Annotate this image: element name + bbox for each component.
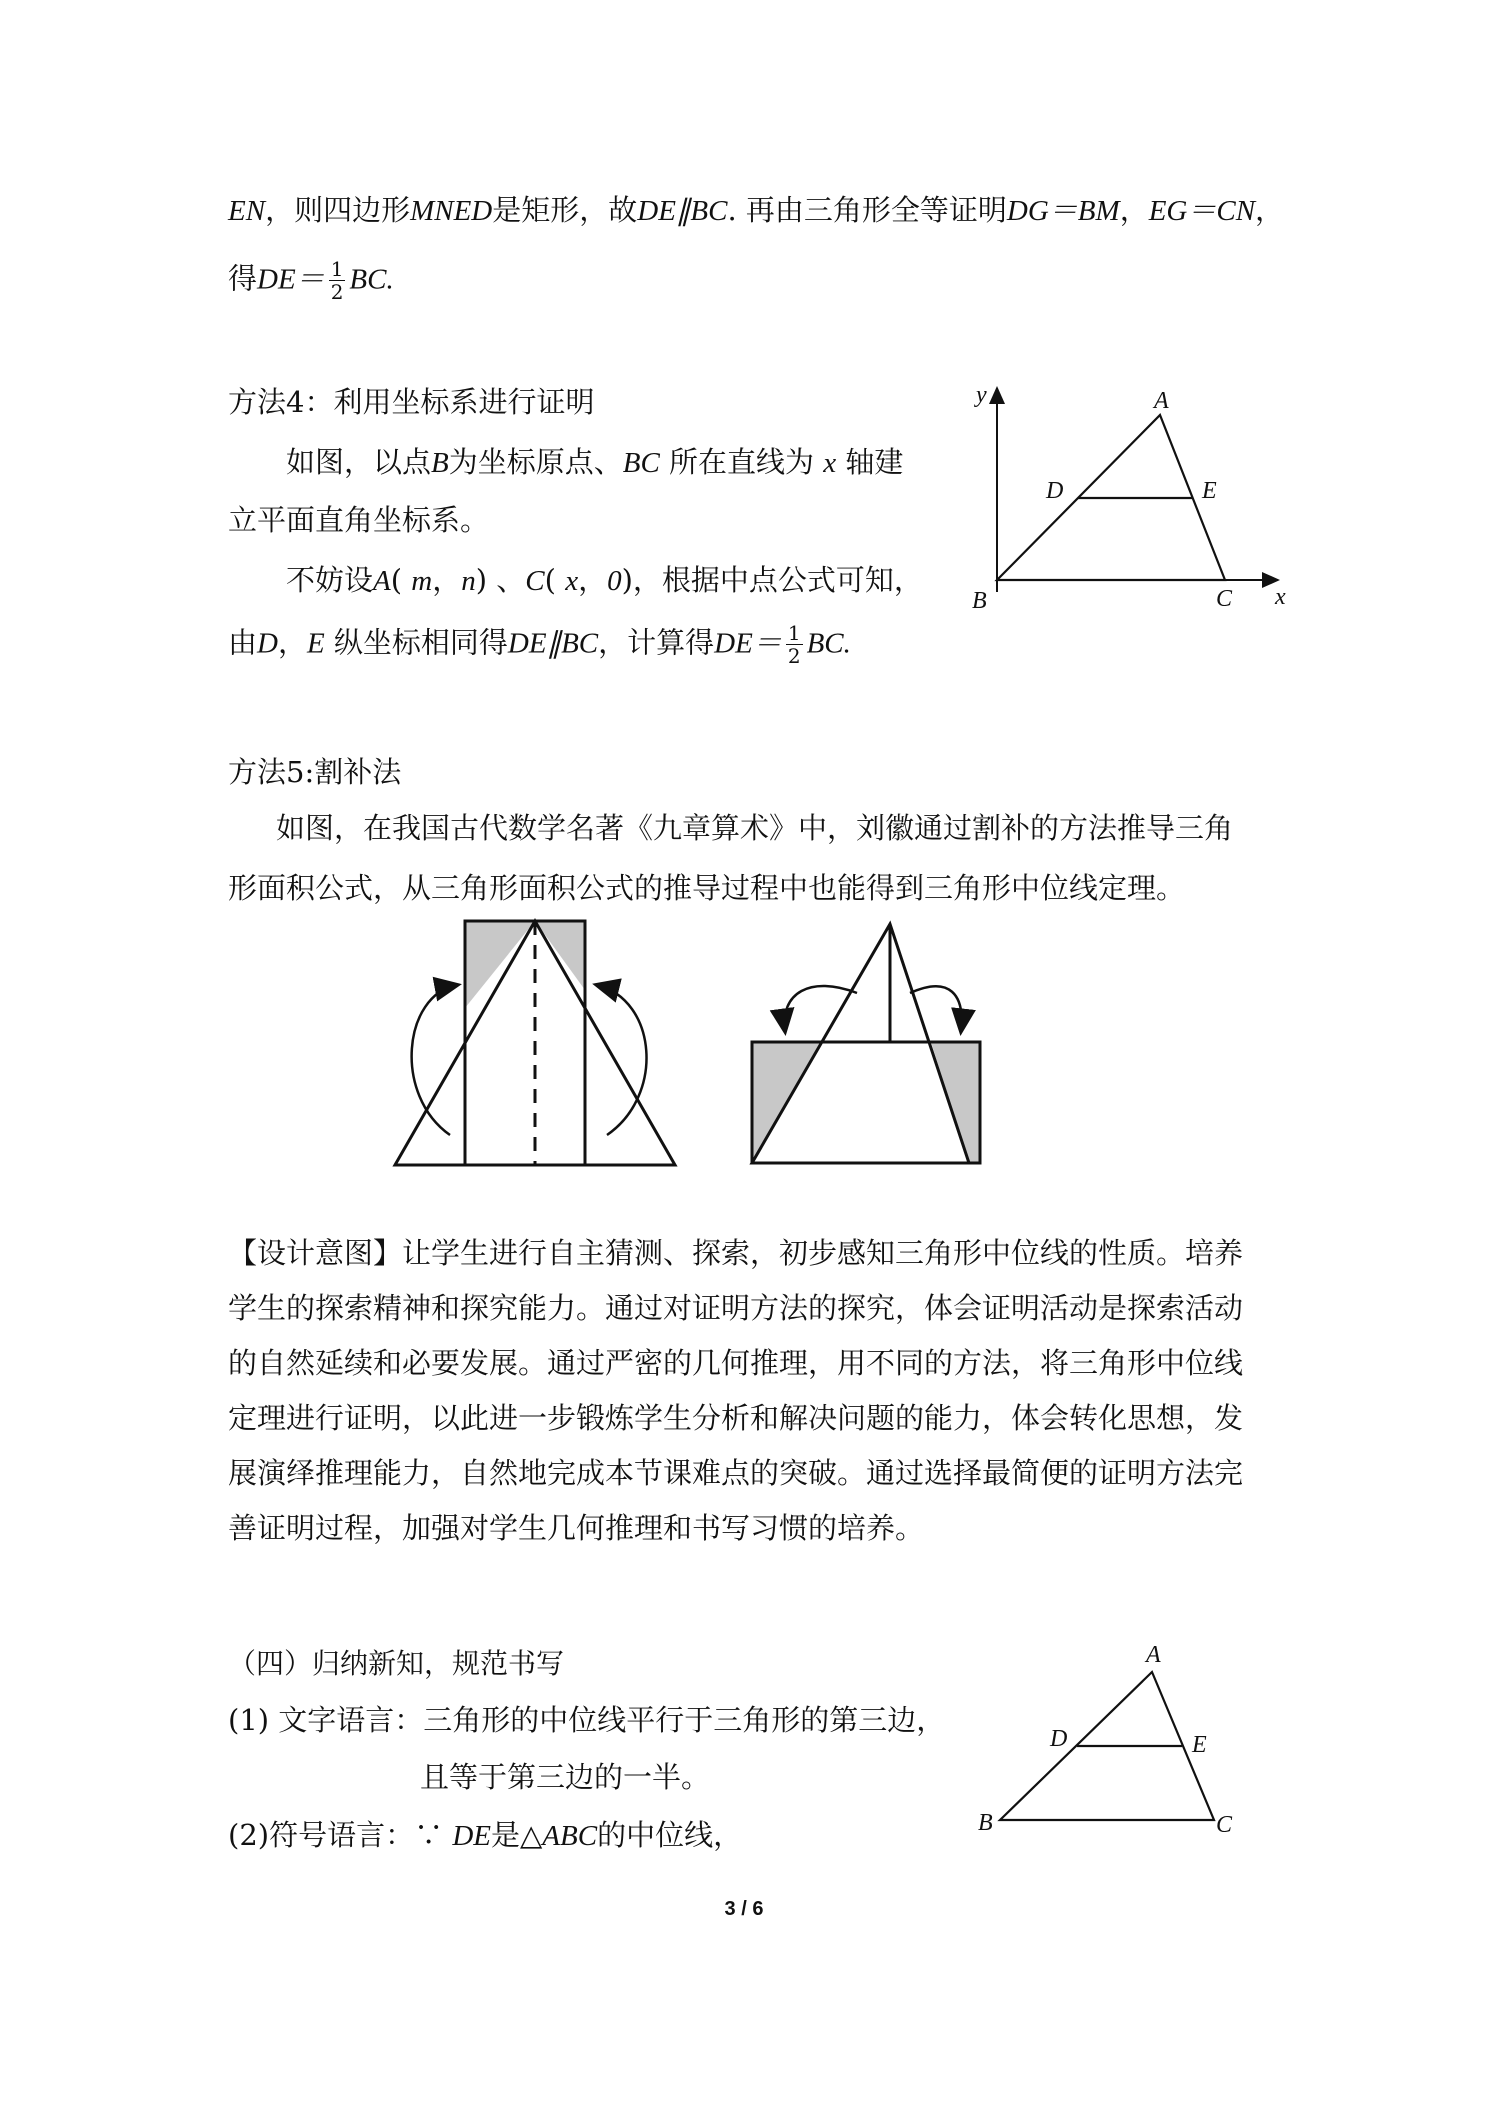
text: ， [277,625,307,660]
math-text: BC [622,447,660,479]
numerator: 1 [330,257,344,281]
text: . 再由三角形全等证明 [727,193,1007,227]
denominator: 2 [787,644,801,668]
text: 是矩形，故 [492,193,638,227]
text: 所在直线为 [659,445,824,479]
page-number: 3 / 6 [724,1898,764,1920]
design-intent-paragraph: 【设计意图】让学生进行自主猜测、探索，初步感知三角形中位线的性质。培养学生的探索精神和探究能力。通过对证明方法的探究，体会证明活动是探索活动的自然延续和必要发展。通过严密的几何推理，用不同的方法，将三角形中位线定理进行证明，以此进一步锻炼学生分析和解决问题的能力，体会转化思想，发展演绎推理能力，自然地完成本节课难点的突破。通过选择最简便的证明方法完善证明过程，加强对学生几何推理和书写习惯的培养。 [228,1236,1244,1545]
math-text: ABC [542,1820,598,1852]
math-text: B [431,447,449,479]
label-c: C [1216,1812,1233,1838]
text: ， [1119,193,1149,227]
coordinate-figure [960,380,1300,620]
math-text: 0 [607,565,622,597]
label-d: D [1046,478,1064,504]
text: ，计算得 [598,625,715,660]
math-text: E [306,627,325,660]
fraction [329,258,346,303]
text: 纵坐标相同得 [324,625,508,660]
label-b: B [978,1810,993,1836]
method5-line-1: 如图，在我国古代数学名著《九章算术》中，刘徽通过割补的方法推导三角 [276,811,1234,845]
method4-title: 方法4：利用坐标系进行证明 [228,385,595,419]
math-text: BC. [349,263,394,296]
method4-line-1 [286,442,903,483]
label-x: x [1275,584,1286,610]
right-diagram [752,924,980,1163]
text: ，则四边形 [265,193,411,227]
left-arrow [784,986,857,1031]
left-arrow [412,985,457,1135]
label-e: E [1192,1732,1207,1758]
method4-line-2: 立平面直角坐标系。 [228,503,490,537]
left-diagram [395,921,675,1165]
text: 为坐标原点、 [448,445,623,479]
text: 如图，以点 [286,445,432,479]
text: )，根据中点公式可知， [621,563,923,597]
label-b: B [972,588,987,614]
label-y: y [976,382,987,408]
math-text: x [565,565,579,597]
label-e: E [1202,478,1217,504]
text: 不妨设 [286,563,374,597]
math-text: BC. [806,627,851,660]
method4-line-4 [228,622,851,667]
text: (2)符号语言：∵ [228,1818,453,1852]
math-text: n [461,565,476,597]
math-text: EG＝CN [1148,195,1256,227]
method4-line-3 [286,560,923,601]
text: ) 、 [475,563,526,597]
label-d: D [1050,1726,1068,1752]
math-text: DE∥BC [507,627,599,660]
proof-line-1 [228,190,1284,231]
proof-line-2 [228,258,394,303]
math-text: C [525,565,545,597]
text-language-line-2: 且等于第三边的一半。 [420,1760,711,1794]
denominator: 2 [330,280,344,304]
math-text: DE＝ [257,263,325,296]
text: ( [544,563,566,597]
text: ， [578,563,608,597]
text: ( [390,563,412,597]
symbol-language-line [228,1815,742,1856]
label-a: A [1146,1642,1161,1668]
text: 的中位线， [597,1818,743,1852]
label-c: C [1216,586,1233,612]
text: 是△ [490,1818,543,1852]
text: 轴建 [836,445,904,479]
triangle-figure [970,1640,1250,1850]
math-text: EN [228,195,266,227]
math-text: DE∥BC [637,195,728,227]
method5-line-2: 形面积公式，从三角形面积公式的推导过程中也能得到三角形中位线定理。 [228,871,1186,905]
method5-title: 方法5:割补法 [228,755,402,789]
text: ， [432,563,462,597]
text: ， [1255,193,1285,227]
fraction [786,622,803,667]
math-text: m [411,565,433,597]
label-a: A [1154,388,1169,414]
text: 得 [228,261,258,296]
math-text: MNED [410,195,493,227]
math-text: DG＝BM [1006,195,1120,227]
math-text: DE [452,1820,491,1852]
math-text: D [257,627,278,660]
section4-title: （四）归纳新知，规范书写 [228,1647,565,1680]
math-text: x [823,447,837,479]
math-text: A [373,565,391,597]
cut-and-fill-figure [385,915,1005,1175]
numerator: 1 [787,621,801,645]
math-text: DE＝ [714,627,782,660]
text: 由 [228,625,258,660]
text-language-line: (1) 文字语言：三角形的中位线平行于三角形的第三边， [228,1703,946,1737]
right-arrow [597,985,647,1135]
